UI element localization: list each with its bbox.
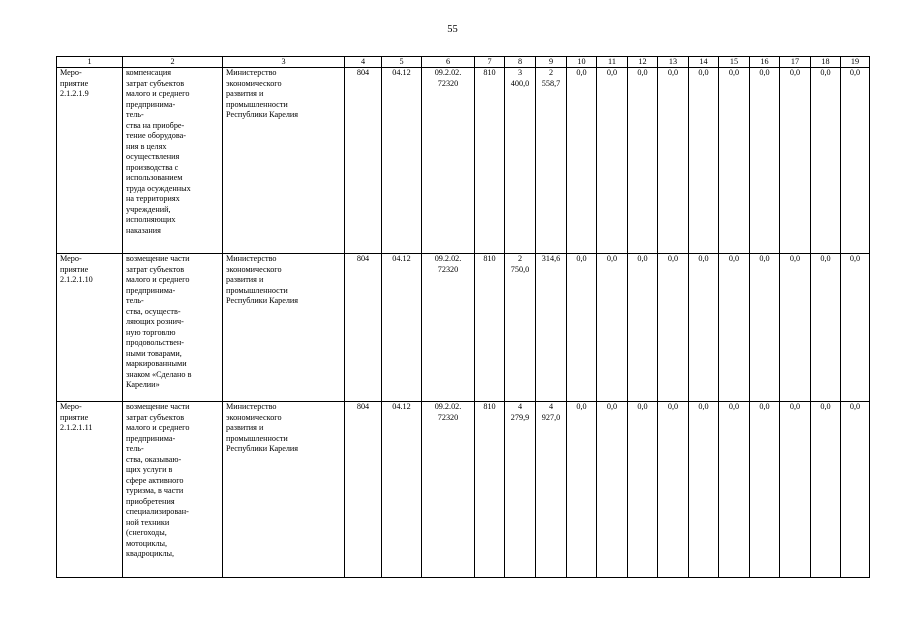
csr-code: 09.2.02. 72320: [422, 68, 475, 254]
value-cell: 0,0: [628, 68, 658, 254]
table-row: [57, 254, 870, 402]
value-cell: 0,0: [658, 68, 689, 254]
vr-code: 810: [475, 402, 505, 578]
column-header: 5: [382, 57, 422, 68]
value-cell: 0,0: [750, 254, 780, 402]
executor: Министерство экономического развития и промышленности Республики Карелия: [223, 254, 345, 402]
csr-code: 09.2.02. 72320: [422, 402, 475, 578]
vr-code: 810: [475, 68, 505, 254]
value-cell: 0,0: [689, 402, 719, 578]
value-cell: 0,0: [780, 68, 811, 254]
value-col-9: 4 927,0: [536, 402, 567, 578]
value-cell: 0,0: [689, 254, 719, 402]
column-header: 9: [536, 57, 567, 68]
value-cell: 0,0: [811, 402, 841, 578]
value-cell: 0,0: [597, 402, 628, 578]
value-cell: 0,0: [567, 402, 597, 578]
value-col-8: 3 400,0: [505, 68, 536, 254]
column-header: 11: [597, 57, 628, 68]
value-cell: 0,0: [658, 402, 689, 578]
value-cell: 0,0: [628, 402, 658, 578]
activity-description: возмещение части затрат субъектов малого и среднего предпринима- тель- ства, оказываю- щих услуги в сфере активного туризма, в части приобретения специализирован- ной техники (снегоходы, мотоциклы, квадроциклы,: [123, 402, 223, 578]
column-number-header: [57, 57, 870, 68]
table-row: [57, 402, 870, 578]
value-cell: 0,0: [841, 68, 870, 254]
column-header: 14: [689, 57, 719, 68]
page-number: 55: [447, 24, 458, 35]
column-header: 19: [841, 57, 870, 68]
value-col-9: 2 558,7: [536, 68, 567, 254]
value-col-8: 4 279,9: [505, 402, 536, 578]
column-header: 2: [123, 57, 223, 68]
column-header: 7: [475, 57, 505, 68]
value-cell: 0,0: [689, 68, 719, 254]
value-cell: 0,0: [597, 254, 628, 402]
activity-code: Меро- приятие 2.1.2.1.10: [57, 254, 123, 402]
value-cell: 0,0: [719, 68, 750, 254]
column-header: 1: [57, 57, 123, 68]
column-header: 17: [780, 57, 811, 68]
value-cell: 0,0: [567, 68, 597, 254]
executor: Министерство экономического развития и промышленности Республики Карелия: [223, 68, 345, 254]
value-cell: 0,0: [841, 254, 870, 402]
rzpr-code: 04.12: [382, 254, 422, 402]
value-cell: 0,0: [597, 68, 628, 254]
column-header: 18: [811, 57, 841, 68]
activity-code: Меро- приятие 2.1.2.1.11: [57, 402, 123, 578]
column-header: 10: [567, 57, 597, 68]
value-cell: 0,0: [811, 68, 841, 254]
value-cell: 0,0: [719, 402, 750, 578]
column-header: 16: [750, 57, 780, 68]
value-col-8: 2 750,0: [505, 254, 536, 402]
column-header: 15: [719, 57, 750, 68]
budget-table: [56, 56, 870, 578]
activity-description: компенсация затрат субъектов малого и среднего предпринима- тель- ства на приобре- тение оборудова- ния в целях осуществления производства с использованием труда осужденных на территориях учреждений, исполняющих наказания: [123, 68, 223, 254]
value-cell: 0,0: [658, 254, 689, 402]
value-cell: 0,0: [841, 402, 870, 578]
value-cell: 0,0: [780, 254, 811, 402]
grbs-code: 804: [345, 254, 382, 402]
activity-description: возмещение части затрат субъектов малого и среднего предпринима- тель- ства, осуществ- ляющих рознич- ную торговлю продовольствен- ными товарами, маркированными знаком «Сделано в Карелии»: [123, 254, 223, 402]
column-header: 3: [223, 57, 345, 68]
column-header: 12: [628, 57, 658, 68]
csr-code: 09.2.02. 72320: [422, 254, 475, 402]
column-header: 4: [345, 57, 382, 68]
activity-code: Меро- приятие 2.1.2.1.9: [57, 68, 123, 254]
value-cell: 0,0: [750, 402, 780, 578]
grbs-code: 804: [345, 68, 382, 254]
value-cell: 0,0: [719, 254, 750, 402]
value-cell: 0,0: [628, 254, 658, 402]
rzpr-code: 04.12: [382, 68, 422, 254]
table-row: [57, 68, 870, 254]
column-header: 6: [422, 57, 475, 68]
value-cell: 0,0: [567, 254, 597, 402]
value-cell: 0,0: [811, 254, 841, 402]
column-header: 8: [505, 57, 536, 68]
value-cell: 0,0: [750, 68, 780, 254]
column-header: 13: [658, 57, 689, 68]
grbs-code: 804: [345, 402, 382, 578]
value-col-9: 314,6: [536, 254, 567, 402]
vr-code: 810: [475, 254, 505, 402]
rzpr-code: 04.12: [382, 402, 422, 578]
executor: Министерство экономического развития и промышленности Республики Карелия: [223, 402, 345, 578]
value-cell: 0,0: [780, 402, 811, 578]
